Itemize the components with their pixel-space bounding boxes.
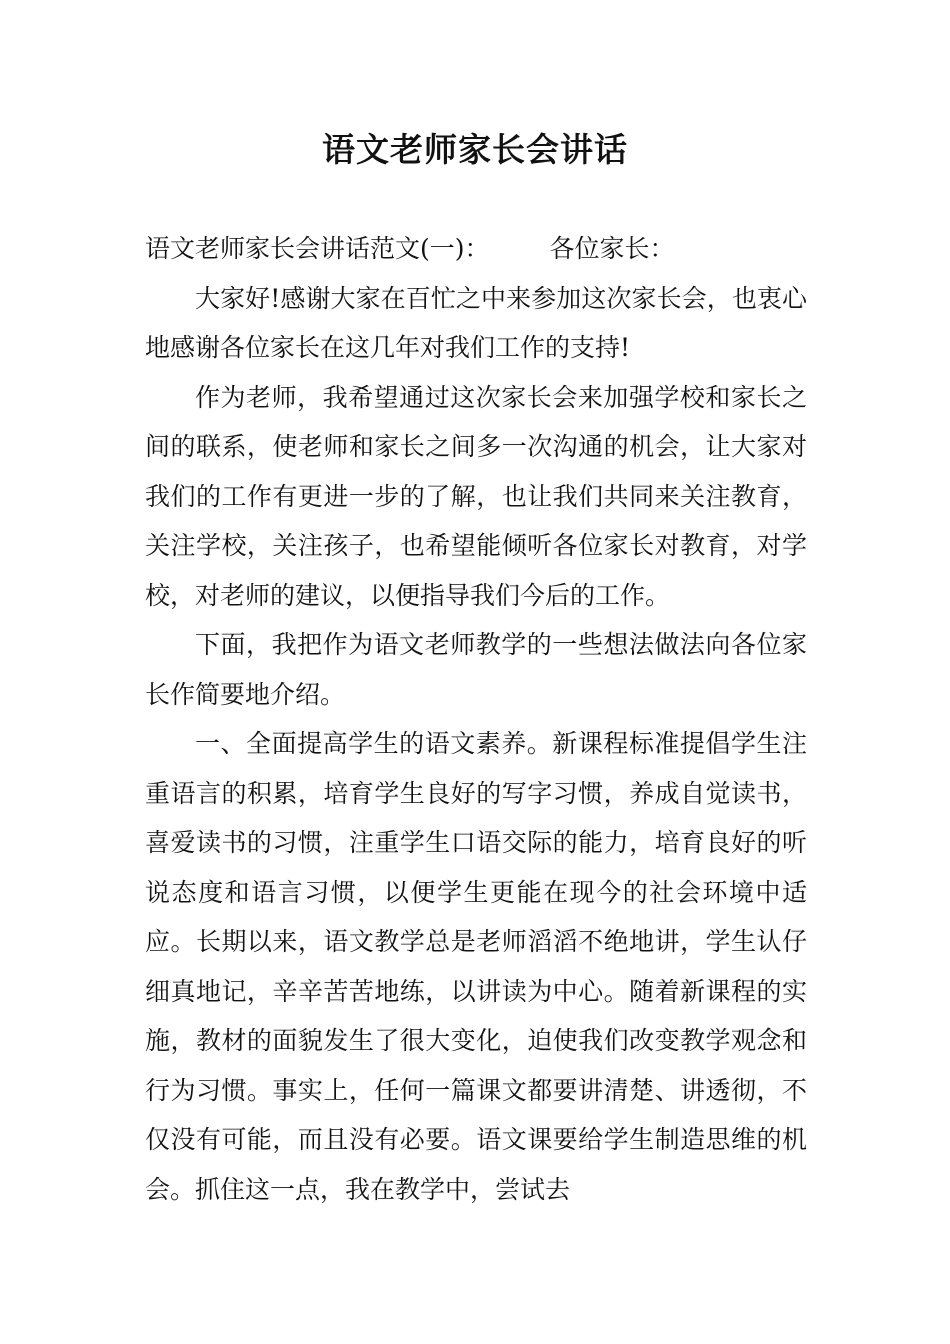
document-body <box>145 224 807 1214</box>
paragraph: 下面，我把作为语文老师教学的一些想法做法向各位家长作简要地介绍。 <box>145 630 807 709</box>
paragraph: 大家好!感谢大家在百忙之中来参加这次家长会，也衷心地感谢各位家长在这几年对我们工作的支持! <box>145 283 807 362</box>
salutation: 各位家长： <box>549 234 675 263</box>
intro-label: 语文老师家长会讲话范文(一)： <box>145 234 490 263</box>
paragraph: 作为老师，我希望通过这次家长会来加强学校和家长之间的联系，使老师和家长之间多一次沟通的机会，让大家对我们的工作有更进一步的了解，也让我们共同来关注教育，关注学校，关注孩子，也希望能倾听各位家长对教育，对学校，对老师的建议，以便指导我们今后的工作。 <box>145 382 807 610</box>
paragraph: 一、全面提高学生的语文素养。新课程标准提倡学生注重语言的积累，培育学生良好的写字习惯，养成自觉读书，喜爱读书的习惯，注重学生口语交际的能力，培育良好的听说态度和语言习惯，以便学生更能在现今的社会环境中适应。长期以来，语文教学总是老师滔滔不绝地讲，学生认仔细真地记，辛辛苦苦地练，以讲读为中心。随着新课程的实施，教材的面貌发生了很大变化，迫使我们改变教学观念和行为习惯。事实上，任何一篇课文都要讲清楚、讲透彻，不仅没有可能，而且没有必要。语文课要给学生制造思维的机会。抓住这一点，我在教学中，尝试去 <box>145 729 807 1204</box>
document-title: 语文老师家长会讲话 <box>322 130 628 169</box>
intro-line <box>145 224 807 274</box>
